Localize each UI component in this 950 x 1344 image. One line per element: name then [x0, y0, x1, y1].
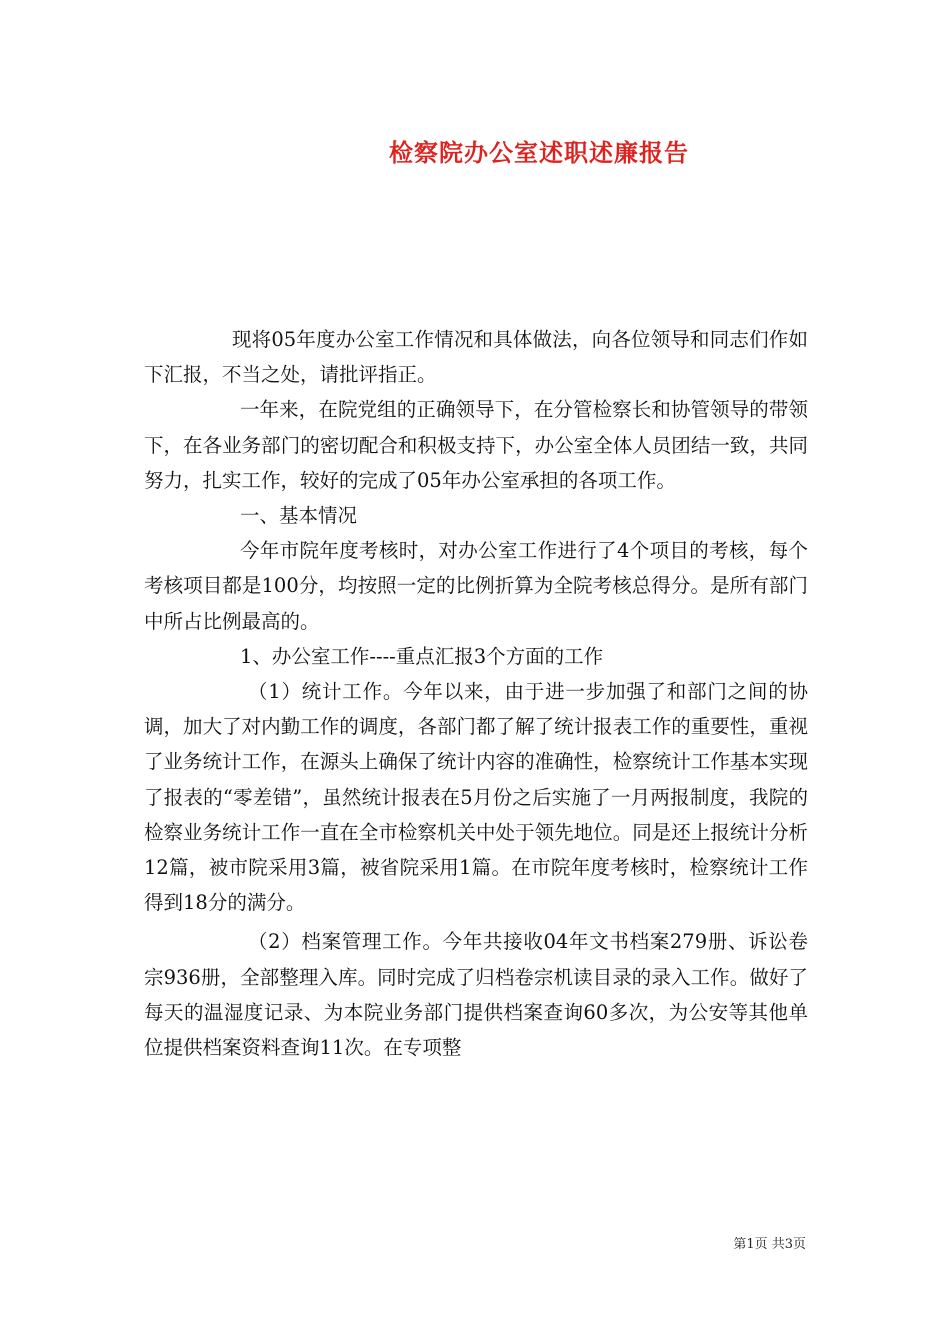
page-number-footer: 第1页 共3页 [733, 1237, 806, 1252]
paragraph-statistics-work: （1）统计工作。今年以来，由于进一步加强了和部门之间的协调，加大了对内勤工作的调度，各部门都了解了统计报表工作的重要性，重视了业务统计工作，在源头上确保了统计内容的准确性，检察统计工作基本实现了报表的“零差错”，虽然统计报表在5月份之后实施了一月两报制度，我院的检察业务统计工作一直在全市检察机关中处于领先地位。同是还上报统计分析12篇，被市院采用3篇，被省院采用1篇。在市院年度考核时，检察统计工作得到18分的满分。 [144, 680, 808, 915]
subsection-heading-office-work: 1、办公室工作----重点汇报3个方面的工作 [240, 644, 604, 668]
paragraph-archive-work: （2）档案管理工作。今年共接收04年文书档案279册、诉讼卷宗936册，全部整理入库。同时完成了归档卷宗机读目录的录入工作。做好了每天的温湿度记录、为本院业务部门提供档案查询60多次，为公安等其他单位提供档案资料查询11次。在专项整 [144, 930, 808, 1060]
paragraph-summary: 一年来，在院党组的正确领导下，在分管检察长和协管领导的带领下，在各业务部门的密切配合和积极支持下，办公室全体人员团结一致，共同努力，扎实工作，较好的完成了05年办公室承担的各项工作。 [144, 398, 808, 492]
section-heading-basic: 一、基本情况 [240, 504, 358, 528]
paragraph-assessment: 今年市院年度考核时，对办公室工作进行了4个项目的考核，每个考核项目都是100分，均按照一定的比例折算为全院考核总得分。是所有部门中所占比例最高的。 [144, 539, 808, 633]
document-title: 检察院办公室述职述廉报告 [389, 138, 689, 167]
paragraph-intro: 现将05年度办公室工作情况和具体做法，向各位领导和同志们作如下汇报，不当之处，请批评指正。 [144, 328, 808, 387]
document-body [144, 322, 808, 1065]
